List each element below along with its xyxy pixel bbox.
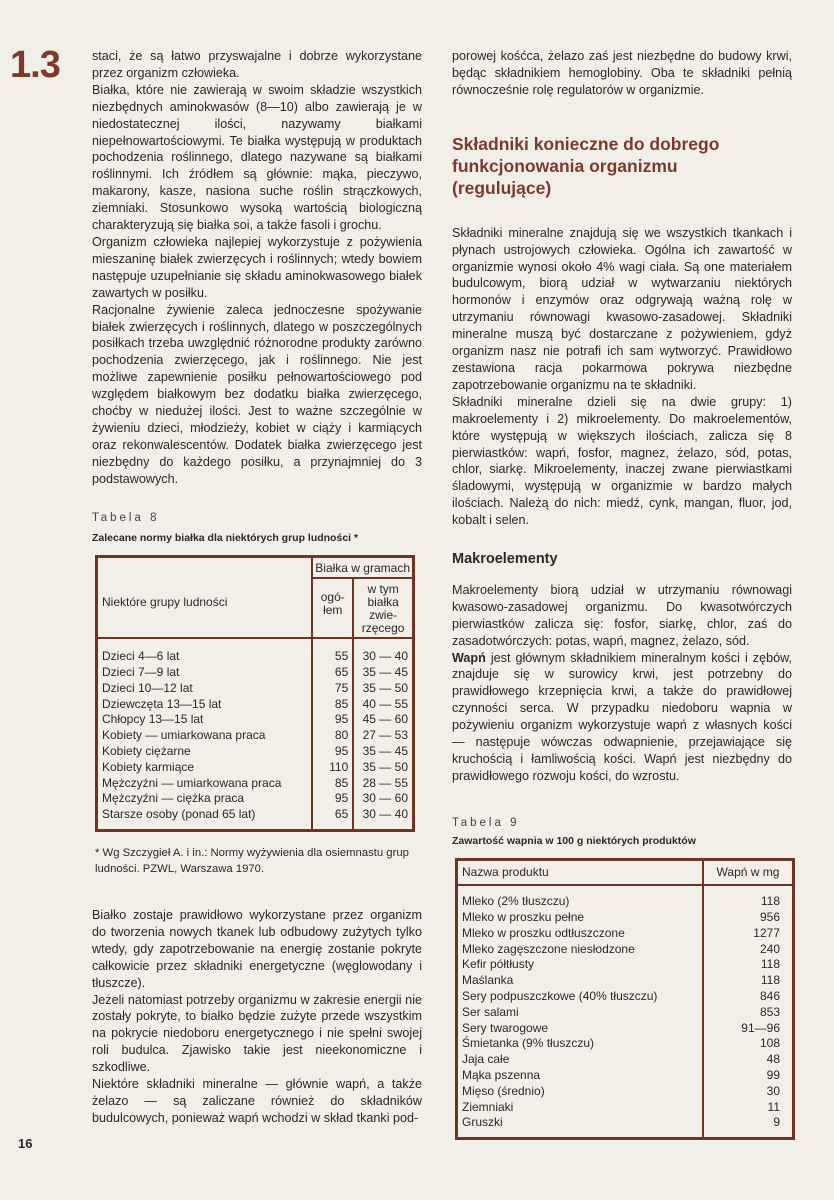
calcium-cell: 853 bbox=[703, 1005, 794, 1021]
table-row bbox=[457, 942, 794, 958]
group-cell: Dziewczęta 13—15 lat bbox=[102, 696, 222, 711]
table-row bbox=[457, 973, 794, 989]
table-row bbox=[457, 1005, 794, 1021]
total-cell: 95 bbox=[312, 712, 353, 728]
group-cell: Dzieci 7—9 lat bbox=[102, 665, 180, 680]
group-cell: Kobiety — umiarkowana praca bbox=[102, 728, 266, 743]
page-number: 16 bbox=[18, 1136, 33, 1151]
paragraph bbox=[452, 650, 792, 785]
product-cell: Mleko zagęszczone niesłodzone bbox=[462, 941, 635, 956]
table9-header-calcium: Wapń w mg bbox=[703, 859, 794, 885]
paragraph: Racjonalne żywienie zaleca jednoczesne spożywanie białek zwierzęcych i roślinnych, dlatego w poszczególnych posiłkach trzeba uwzględnić różnorodne produkty zarówno pochodzenia zwierzęcego, jak i roślinnego. Nie jest możliwe zapewnienie posiłku pełnowartościowego pod względem białkowym bez dodatku białka zwierzęcego, choćby w niedużej ilości. Jest to ważne szczególnie w żywieniu dzieci, młodzieży, kobiet w ciąży i karmiących oraz rekonwalescentów. Dodatek białka zwierzęcego jest niezbędny do każdego posiłku, a przynajmniej do 3 podstawowych. bbox=[92, 302, 422, 486]
table-row bbox=[97, 649, 414, 665]
table-row bbox=[457, 989, 794, 1005]
table-row bbox=[97, 712, 414, 728]
calcium-cell: 99 bbox=[703, 1068, 794, 1084]
paragraph: Białka, które nie zawierają w swoim składzie wszystkich niezbędnych aminokwasów (8—10) albo zawierają je w niedostatecznej ilości, nazywamy białkami niepełnowartościowymi. Te białka występują w produktach pochodzenia roślinnego, dlatego nazywane są białkami roślinnymi. Ich źródłem są głównie: mąka, pieczywo, makarony, kasze, nasiona suche roślin strączkowych, ziemniaki. Stosunkowo wysoką wartością biologiczną charakteryzują się białka soi, a także fasoli i grochu. bbox=[92, 82, 422, 233]
right-column bbox=[452, 48, 792, 1140]
table-row bbox=[97, 681, 414, 697]
animal-cell: 45 — 60 bbox=[353, 712, 413, 728]
left-column-bottom bbox=[92, 907, 422, 1127]
total-cell: 95 bbox=[312, 791, 353, 807]
table8-header-total: ogó-łem bbox=[312, 578, 353, 638]
table-row bbox=[97, 791, 414, 807]
paragraph: Organizm człowieka najlepiej wykorzystuje z pożywienia mieszaninę białek zwierzęcych i roślinnych; wtedy bowiem następuje uzupełnianie się składu aminokwasowego białek zawartych w posiłku. bbox=[92, 234, 422, 300]
total-cell: 110 bbox=[312, 760, 353, 776]
calcium-cell: 956 bbox=[703, 910, 794, 926]
calcium-cell: 48 bbox=[703, 1052, 794, 1068]
table9-title: Zawartość wapnia w 100 g niektórych produktów bbox=[452, 834, 696, 847]
product-cell: Mięso (średnio) bbox=[462, 1083, 545, 1098]
product-cell: Ziemniaki bbox=[462, 1099, 514, 1114]
table8 bbox=[95, 555, 415, 832]
paragraph: Składniki mineralne dzieli się na dwie grupy: 1) makroelementy i 2) mikroelementy. Do makroelementów, które występują w większych ilościach, zalicza się 8 pierwiastków: wapń, fosfor, magnez, żelazo, sód, potas, chlor, siarkę. Mikroelementy, inaczej zwane pierwiastkami śladowymi, występują w organizmie w bardzo małych ilościach. Należą do nich: miedź, cynk, mangan, fluor, jod, kobalt i selen. bbox=[452, 394, 792, 528]
product-cell: Mąka pszenna bbox=[462, 1067, 541, 1082]
paragraph: Białko zostaje prawidłowo wykorzystane przez organizm do tworzenia nowych tkanek lub odbudowy zużytych tylko wtedy, gdy zapotrzebowanie na energię zostanie pokryte całkowicie przez składniki energetyczne (węglowodany i tłuszcze). bbox=[92, 908, 422, 990]
table8-header-group: Niektóre grupy ludności bbox=[97, 557, 313, 638]
product-cell: Sery podpuszczkowe (40% tłuszczu) bbox=[462, 989, 658, 1003]
product-cell: Gruszki bbox=[462, 1115, 503, 1130]
animal-cell: 35 — 50 bbox=[353, 760, 413, 776]
table8-title: Zalecane normy białka dla niektórych grup ludności * bbox=[92, 532, 359, 545]
table-row bbox=[457, 894, 794, 910]
total-cell: 85 bbox=[312, 776, 353, 792]
total-cell: 65 bbox=[312, 807, 353, 823]
calcium-term: Wapń bbox=[452, 650, 486, 665]
table-row bbox=[457, 1021, 794, 1037]
animal-cell: 35 — 45 bbox=[353, 665, 413, 681]
table-row bbox=[97, 760, 414, 776]
paragraph: Składniki mineralne znajdują się we wszystkich tkankach i płynach ustrojowych człowieka. Ogólna ich zawartość w organizmie wynosi około 4% wagi ciała. Są one materiałem budulcowym, biorą udział w wytwarzaniu niektórych hormonów i enzymów oraz odgrywają ważną rolę w utrzymaniu równowagi kwasowo-zasadowej. Składniki mineralne muszą być dostarczane z pożywieniem, gdyż organizm nasz nie potrafi ich sam wytworzyć. Prawidłowo zestawiona racja pokarmowa pokrywa niezbędne zapotrzebowanie organizmu na te składniki. bbox=[452, 225, 792, 392]
group-cell: Mężczyźni — umiarkowana praca bbox=[102, 775, 282, 790]
table-row bbox=[457, 1068, 794, 1084]
animal-cell: 30 — 60 bbox=[353, 791, 413, 807]
table-row bbox=[97, 744, 414, 760]
animal-cell: 30 — 40 bbox=[353, 807, 413, 823]
total-cell: 75 bbox=[312, 681, 353, 697]
calcium-text: jest głównym składnikiem mineralnym kości i zębów, znajduje się w surowicy krwi, jest potrzebny do prawidłowego krzepnięcia krwi, a także do prawidłowej czynności serca. W przypadku niedoboru wapnia w pożywieniu organizm wykorzystuje wapń z własnych kości — następuje wówczas odwapnienie, przejawiające się kruchością i łamliwością kości. Wapń jest niezbędny do prawidłowego rozwoju kości, do wzrostu. bbox=[452, 650, 792, 783]
product-cell: Sery twarogowe bbox=[462, 1020, 549, 1035]
calcium-cell: 118 bbox=[703, 973, 794, 989]
group-cell: Kobiety ciężarne bbox=[102, 744, 191, 759]
calcium-cell: 846 bbox=[703, 989, 794, 1005]
table-row bbox=[457, 1084, 794, 1100]
table8-header-animal: w tym białka zwie-rzęcego bbox=[353, 578, 413, 638]
product-cell: Mleko (2% tłuszczu) bbox=[462, 894, 570, 909]
paragraph: Makroelementy biorą udział w utrzymaniu równowagi kwasowo-zasadowej organizmu. Do kwasotwórczych pierwiastków zalicza się: fosfor, siarkę, chlor, zaś do zasadotwórczych: potas, wapń, magnez, żelazo, sód. bbox=[452, 582, 792, 648]
table-row bbox=[97, 728, 414, 744]
product-cell: Mleko w proszku odtłuszczone bbox=[462, 925, 625, 940]
animal-cell: 27 — 53 bbox=[353, 728, 413, 744]
product-cell: Ser salami bbox=[462, 1004, 519, 1019]
paragraph: Niektóre składniki mineralne — głównie wapń, a także żelazo — są zaliczane również do składników budulcowych, ponieważ wapń wchodzi w skład tkanki pod- bbox=[92, 1077, 422, 1125]
table8-caption: Tabela 8 bbox=[92, 511, 160, 524]
left-column bbox=[92, 48, 422, 1127]
table-row bbox=[457, 1115, 794, 1131]
total-cell: 65 bbox=[312, 665, 353, 681]
animal-cell: 30 — 40 bbox=[353, 649, 413, 665]
calcium-cell: 1277 bbox=[703, 926, 794, 942]
table-row bbox=[97, 665, 414, 681]
table-row bbox=[457, 926, 794, 942]
subheading-macroelements: Makroelementy bbox=[452, 551, 558, 568]
animal-cell: 40 — 55 bbox=[353, 697, 413, 713]
table9-header-product: Nazwa produktu bbox=[457, 859, 704, 885]
group-cell: Dzieci 10—12 lat bbox=[102, 680, 193, 695]
table-row bbox=[457, 957, 794, 973]
group-cell: Starsze osoby (ponad 65 lat) bbox=[102, 807, 256, 822]
product-cell: Mleko w proszku pełne bbox=[462, 910, 585, 925]
calcium-cell: 118 bbox=[703, 957, 794, 973]
group-cell: Kobiety karmiące bbox=[102, 759, 195, 774]
calcium-cell: 30 bbox=[703, 1084, 794, 1100]
table9 bbox=[455, 858, 795, 1140]
calcium-cell: 240 bbox=[703, 942, 794, 958]
product-cell: Śmietanka (9% tłuszczu) bbox=[462, 1036, 595, 1051]
table-row bbox=[457, 910, 794, 926]
calcium-cell: 91—96 bbox=[703, 1021, 794, 1037]
total-cell: 55 bbox=[312, 649, 353, 665]
group-cell: Dzieci 4—6 lat bbox=[102, 649, 180, 664]
total-cell: 85 bbox=[312, 697, 353, 713]
calcium-cell: 11 bbox=[703, 1100, 794, 1116]
group-cell: Mężczyźni — ciężka praca bbox=[102, 791, 245, 806]
product-cell: Jaja całe bbox=[462, 1052, 510, 1067]
section-heading: Składniki konieczne do dobrego funkcjonowania organizmu (regulujące) bbox=[452, 133, 720, 198]
paragraph: staci, że są łatwo przyswajalne i dobrze wykorzystane przez organizm człowieka. bbox=[92, 49, 422, 80]
table9-caption: Tabela 9 bbox=[452, 816, 520, 829]
table-row bbox=[457, 1052, 794, 1068]
group-cell: Chłopcy 13—15 lat bbox=[102, 712, 204, 727]
paragraph: Jeżeli natomiast potrzeby organizmu w zakresie energii nie zostały pokryte, to białko będzie zużyte przede wszystkim na pokrycie niedoboru energetycznego i nie spełni swojej roli budulca. Zjawisko takie jest nieekonomiczne i szkodliwe. bbox=[92, 992, 422, 1075]
table-row bbox=[457, 1036, 794, 1052]
animal-cell: 35 — 45 bbox=[353, 744, 413, 760]
calcium-cell: 108 bbox=[703, 1036, 794, 1052]
animal-cell: 35 — 50 bbox=[353, 681, 413, 697]
table-row bbox=[97, 697, 414, 713]
table-row bbox=[457, 1100, 794, 1116]
section-number: 1.3 bbox=[10, 44, 60, 86]
table8-footnote: * Wg Szczygieł A. i in.: Normy wyżywienia dla osiemnastu grup ludności. PZWL, Warszawa 1970. bbox=[95, 847, 409, 875]
product-cell: Maślanka bbox=[462, 973, 514, 988]
table-row bbox=[97, 807, 414, 823]
total-cell: 80 bbox=[312, 728, 353, 744]
table8-header-protein: Białka w gramach bbox=[312, 557, 413, 578]
table-row bbox=[97, 776, 414, 792]
animal-cell: 28 — 55 bbox=[353, 776, 413, 792]
calcium-cell: 118 bbox=[703, 894, 794, 910]
product-cell: Kefir półtłusty bbox=[462, 957, 535, 972]
total-cell: 95 bbox=[312, 744, 353, 760]
paragraph: porowej kośćca, żelazo zaś jest niezbędne do budowy krwi, będąc składnikiem hemoglobiny. Oba te składniki pełnią równocześnie rolę regulatorów w organizmie. bbox=[452, 49, 792, 97]
calcium-cell: 9 bbox=[703, 1115, 794, 1131]
